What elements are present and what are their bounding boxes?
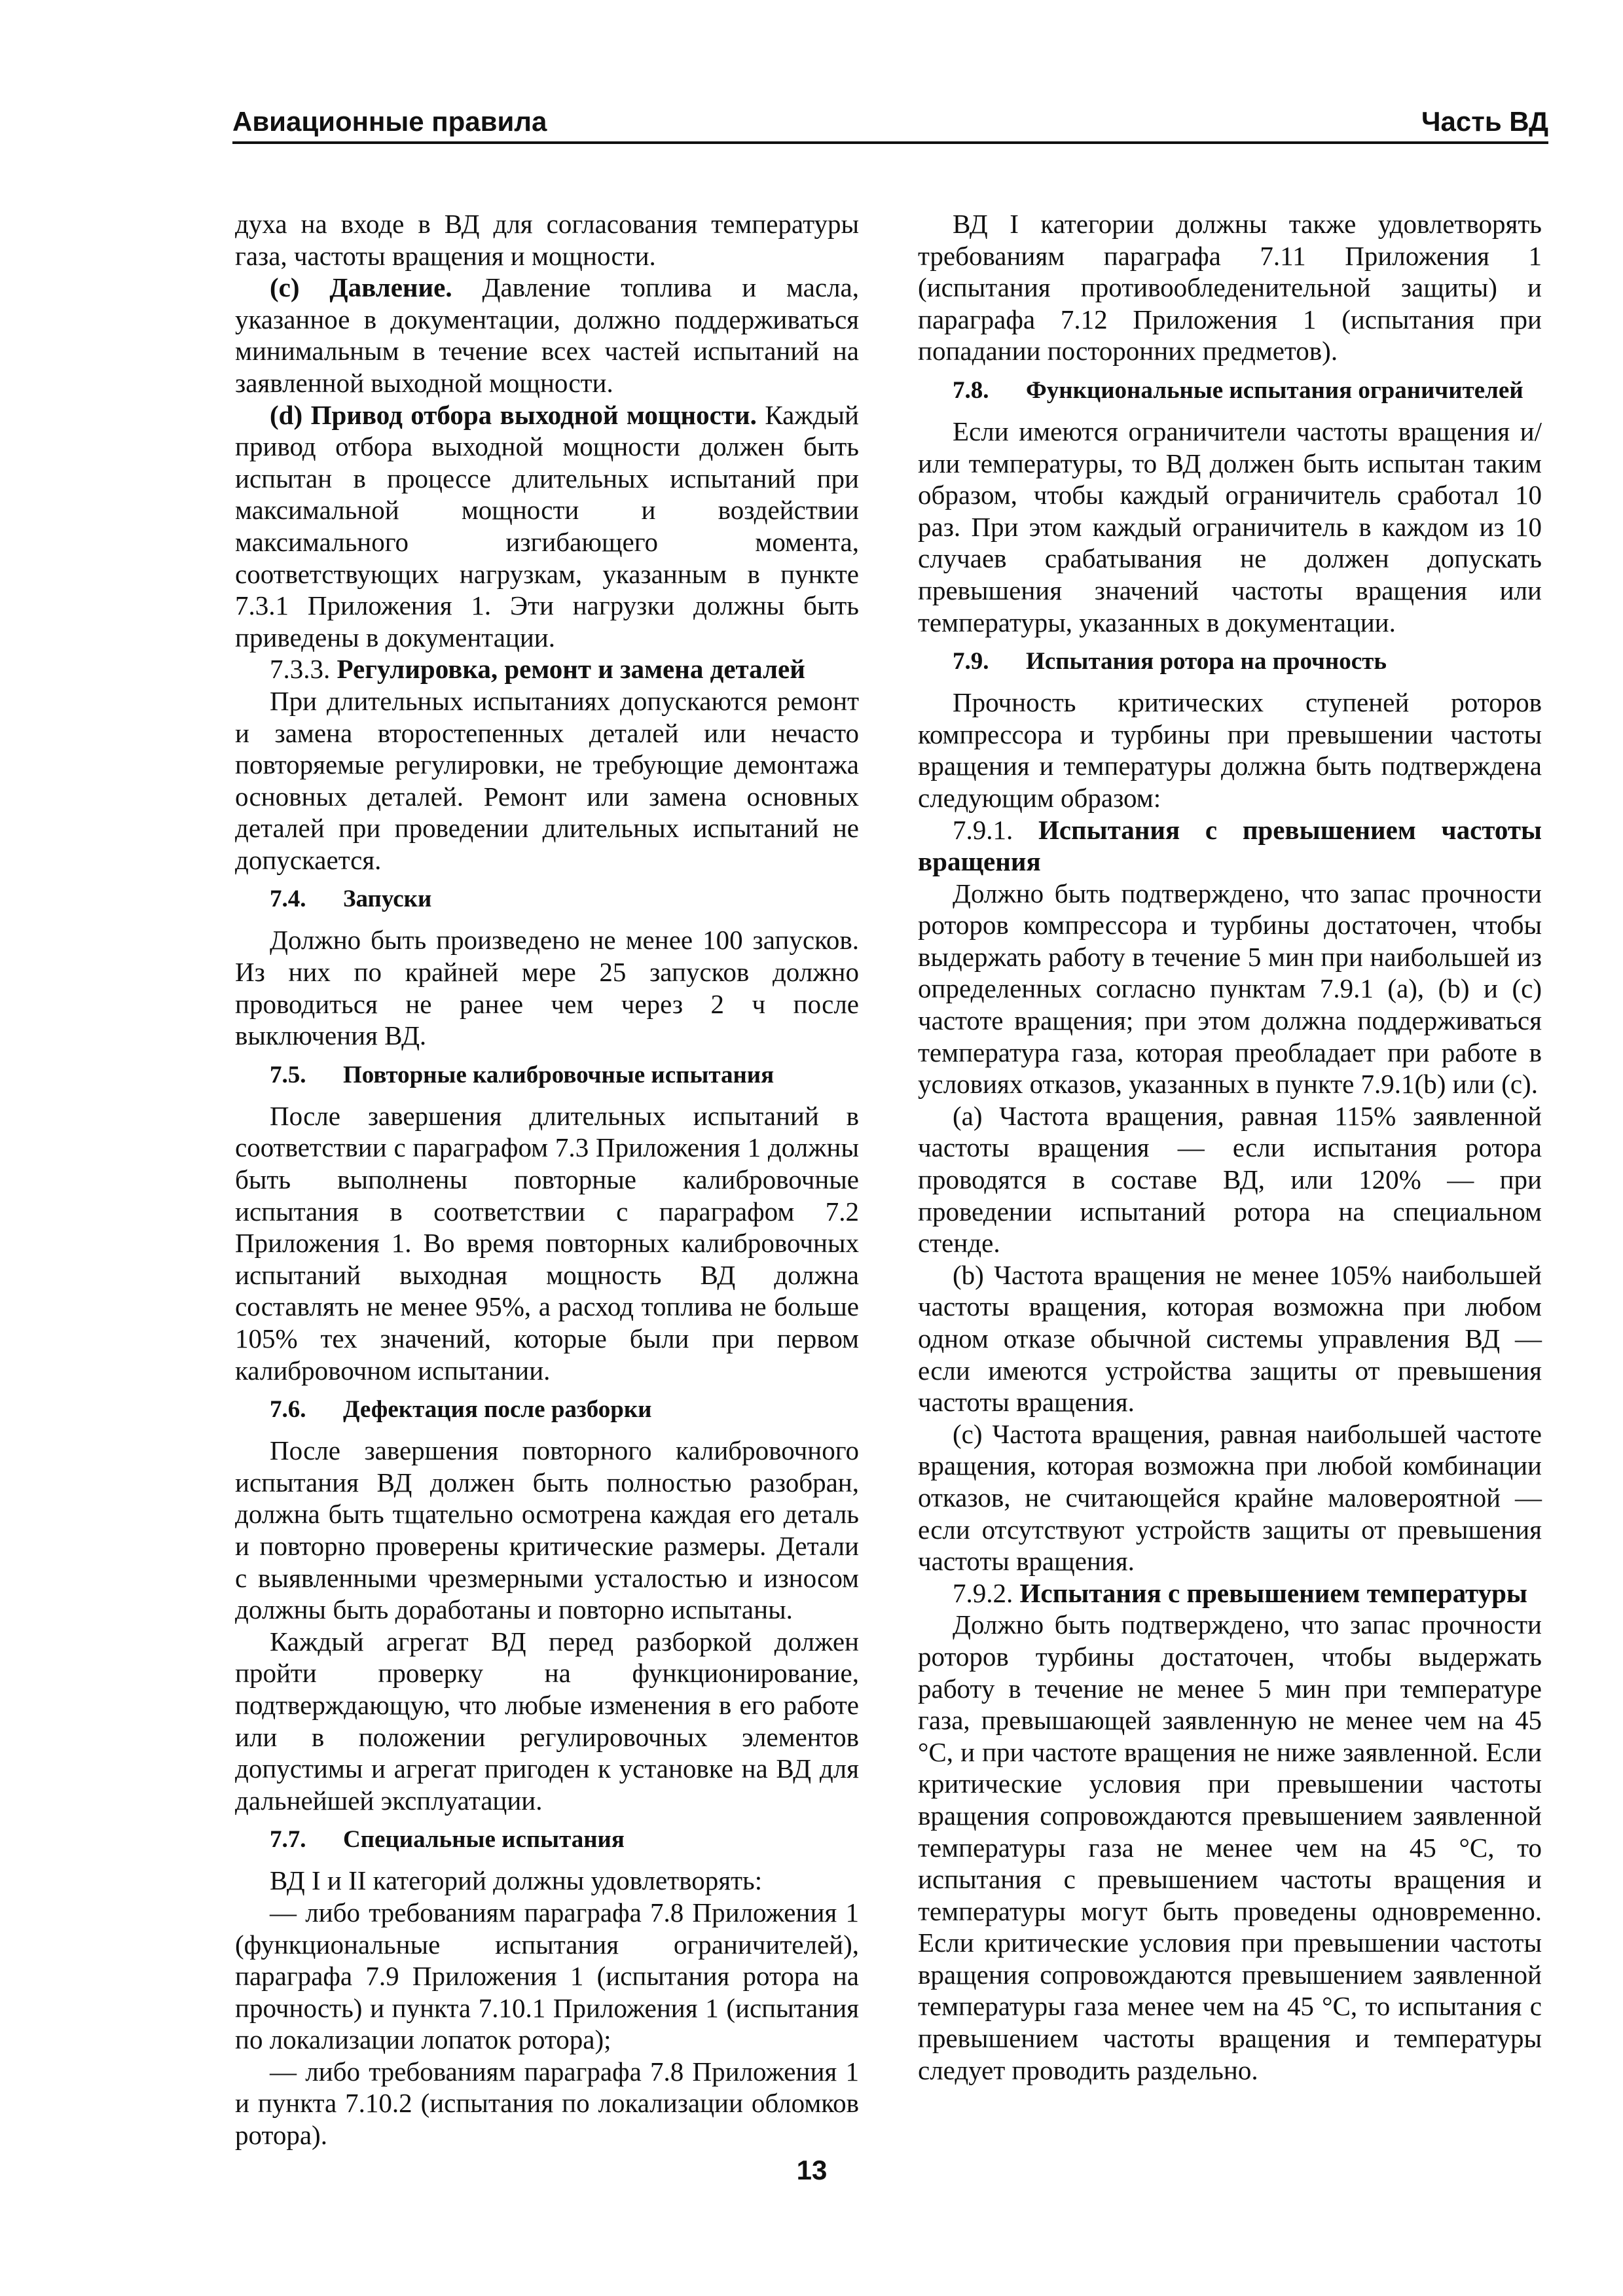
section-heading-7-4 — [235, 884, 859, 915]
subsection-title: Испытания с превышением температуры — [1013, 1577, 1527, 1608]
page-number: 13 — [796, 2155, 828, 2185]
section-number: 7.8. — [953, 376, 989, 404]
running-header — [232, 105, 1548, 144]
section-title: Испытания ротора на прочность — [1026, 648, 1387, 675]
subsection-title: Испытания с превышением частоты вращения — [918, 814, 1542, 877]
paragraph-starts: Должно быть произведено не менее 100 запусков. Из них по крайней мере 25 запусков должно проводиться не ранее чем через 2 ч после выключения ВД. — [235, 925, 859, 1051]
subsection-7-9-1 — [918, 814, 1542, 878]
header-document-title: Авиационные правила — [232, 106, 547, 137]
section-number: 7.5. — [270, 1061, 306, 1088]
section-heading-7-6 — [235, 1394, 859, 1426]
pressure-label: (c) Давление. — [270, 272, 452, 303]
paragraph-repairs: При длительных испытаниях допускаются ремонт и замена второстепенных деталей или нечасто повторяемые регулировки, не требующие демонтажа основных деталей. Ремонт или замена основных деталей при проведении длительных испытаний не допускается. — [235, 685, 859, 875]
subsection-number: 7.3.3. — [270, 654, 331, 685]
subsection-number: 7.9.2. — [953, 1577, 1013, 1608]
paragraph-category-one: ВД I категории должны также удовлетворять требованиям параграфа 7.11 Приложения 1 (испытания противообледенительной защиты) и параграфа 7.12 Приложения 1 (испытания при попадании посторонних предметов). — [918, 209, 1542, 367]
paragraph-item-c: (c) Частота вращения, равная наибольшей частоте вращения, которая возможна при любой комбинации отказов, не считающейся крайне маловероятной — если отсутствуют устройств защиты от превышения частоты вращения. — [918, 1418, 1542, 1577]
paragraph-overtemperature: Должно быть подтверждено, что запас прочности роторов турбины достаточен, чтобы выдержать работу в течение не менее 5 мин при температуре газа, превышающей заявленную не менее чем на 45 °С, и при частоте вращения не ниже заявленной. Если критические условия при превышении частоты вращения сопровождаются превышением заявленной температуры газа не менее чем на 45 °С, то испытания с превышением частоты вращения и температуры могут быть проведены одновременно. Если критические условия при превышении частоты вращения сопровождаются превышением заявленной температуры газа менее чем на 45 °С, то испытания с превышением частоты вращения и температуры следует проводить раздельно. — [918, 1609, 1542, 2085]
section-number: 7.4. — [270, 886, 306, 913]
list-item-option-1: — либо требованиям параграфа 7.8 Приложения 1 (функциональные испытания ограничителей), параграфа 7.9 Приложения 1 (испытания ротора на прочность) и пункта 7.10.1 Приложения 1 (испытания по локализации лопаток ротора); — [235, 1897, 859, 2055]
subsection-title: Регулировка, ремонт и замена деталей — [330, 654, 805, 685]
section-title: Повторные калибровочные испытания — [343, 1061, 775, 1088]
subsection-number: 7.9.1. — [953, 814, 1013, 845]
section-heading-7-9 — [918, 646, 1542, 677]
section-heading-7-8 — [918, 375, 1542, 406]
paragraph-continuation: духа на входе в ВД для согласования температуры газа, частоты вращения и мощности. — [235, 209, 859, 271]
section-number: 7.9. — [953, 648, 989, 675]
paragraph-unit-check: Каждый агрегат ВД перед разборкой должен пройти проверку на функционирование, подтверждающую, что любые изменения в его работе или в положении регулировочных элементов допустимы и агрегат пригоден к установке на ВД для дальнейшей эксплуатации. — [235, 1626, 859, 1816]
section-title: Дефектация после разборки — [343, 1396, 652, 1424]
subsection-7-3-3 — [235, 653, 859, 685]
left-column — [235, 208, 859, 2151]
pressure-text: Давление топлива и масла, указанное в документации, должно поддерживаться минимальным в течение всех частей испытаний на заявленной выходной мощности. — [235, 272, 859, 398]
power-takeoff-label: (d) Привод отбора выходной мощности. — [270, 399, 757, 430]
header-part-label: Часть ВД — [1421, 106, 1548, 137]
section-heading-7-5 — [235, 1060, 859, 1091]
section-title: Специальные испытания — [343, 1826, 625, 1854]
paragraph-teardown: После завершения повторного калибровочного испытания ВД должен быть полностью разобран, должна быть тщательно осмотрена каждая его деталь и повторно проверены критические размеры. Детали с выявленными чрезмерными усталостью и износом должны быть доработаны и повторно испытаны. — [235, 1435, 859, 1625]
section-heading-7-7 — [235, 1824, 859, 1856]
paragraph-pressure — [235, 272, 859, 399]
paragraph-rotor-strength: Прочность критических ступеней роторов компрессора и турбины при превышении частоты вращения и температуры должна быть подтверждена следующим образом: — [918, 687, 1542, 813]
section-number: 7.7. — [270, 1826, 306, 1854]
section-title: Запуски — [343, 886, 432, 913]
paragraph-categories: ВД I и II категорий должны удовлетворять: — [270, 1865, 763, 1896]
paragraph-power-takeoff — [235, 399, 859, 654]
power-takeoff-text: Каждый привод отбора выходной мощности должен быть испытан в процессе длительных испытаний при максимальной мощности и воздействии максимального изгибающего момента, соответствующих нагрузкам, указанным в пункте 7.3.1 Приложения 1. Эти нагрузки должны быть приведены в документации. — [235, 399, 859, 653]
section-number: 7.6. — [270, 1396, 306, 1424]
paragraph-overspeed: Должно быть подтверждено, что запас прочности роторов компрессора и турбины достаточен, чтобы выдержать работу в течение 5 мин при наибольшей из определенных согласно пунктам 7.9.1 (a), (b) и (c) частоте вращения; при этом должна поддерживаться температура газа, которая преобладает при работе в условиях отказов, указанных в пункте 7.9.1(b) или (c). — [918, 878, 1542, 1100]
subsection-7-9-2 — [918, 1577, 1542, 1609]
right-column — [918, 208, 1542, 2086]
paragraph-limiters: Если имеются ограничители частоты вращения и/или температуры, то ВД должен быть испытан таким образом, чтобы каждый ограничитель сработал 10 раз. При этом каждый ограничитель в каждом из 10 случаев срабатывания не должен допускать превышения значений частоты вращения или температуры, указанных в документации. — [918, 416, 1542, 637]
list-item-option-2: — либо требованиям параграфа 7.8 Приложения 1 и пункта 7.10.2 (испытания по локализации обломков ротора). — [235, 2056, 859, 2151]
paragraph-recalibration: После завершения длительных испытаний в соответствии с параграфом 7.3 Приложения 1 должны быть выполнены повторные калибровочные испытания в соответствии с параграфом 7.2 Приложения 1. Во время повторных калибровочных испытаний выходная мощность ВД должна составлять не менее 95%, а расход топлива не больше 105% тех значений, которые были при первом калибровочном испытании. — [235, 1100, 859, 1386]
paragraph-item-a: (a) Частота вращения, равная 115% заявленной частоты вращения — если испытания ротора проводятся в составе ВД, или 120% — при проведении испытаний ротора на специальном стенде. — [918, 1100, 1542, 1259]
section-title: Функциональные испытания ограничителей — [1026, 376, 1523, 404]
paragraph-item-b: (b) Частота вращения не менее 105% наибольшей частоты вращения, которая возможна при любом одном отказе обычной системы управления ВД — если имеются устройства защиты от превышения частоты вращения. — [918, 1259, 1542, 1418]
